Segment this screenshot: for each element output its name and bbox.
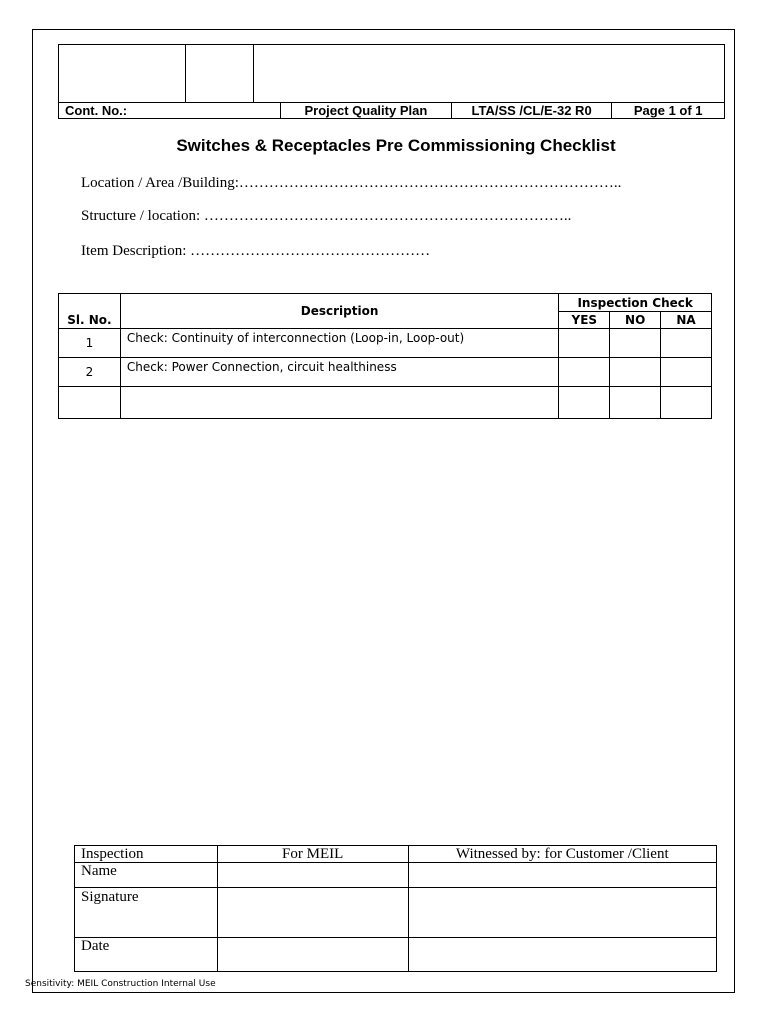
col-description: Description (120, 294, 559, 329)
col-inspection-check: Inspection Check (559, 294, 712, 312)
yes-checkbox-cell[interactable] (559, 387, 610, 419)
location-field: Location / Area /Building:………………………………………………………………….. (81, 175, 622, 191)
client-date-cell[interactable] (408, 938, 716, 972)
item-description-field: Item Description: ………………………………………… (81, 243, 431, 259)
meil-name-cell[interactable] (217, 863, 408, 888)
doc-code: LTA/SS /CL/E-32 R0 (451, 103, 612, 119)
row-date-label: Date (75, 938, 218, 972)
row-description: Check: Continuity of interconnection (Loop-in, Loop-out) (120, 329, 559, 358)
meil-date-cell[interactable] (217, 938, 408, 972)
row-description[interactable] (120, 387, 559, 419)
yes-checkbox-cell[interactable] (559, 329, 610, 358)
logo-cell-2 (185, 45, 254, 103)
col-inspection: Inspection (75, 846, 218, 863)
table-row (59, 329, 712, 358)
na-checkbox-cell[interactable] (661, 387, 712, 419)
meil-signature-cell[interactable] (217, 888, 408, 938)
page-label: Page 1 of 1 (612, 103, 725, 119)
document-header-table (58, 44, 725, 119)
cont-no-label: Cont. No.: (59, 103, 281, 119)
table-row-empty (59, 387, 712, 419)
logo-cell-1 (59, 45, 186, 103)
row-sl: 1 (59, 329, 121, 358)
row-sl: 2 (59, 358, 121, 387)
yes-checkbox-cell[interactable] (559, 358, 610, 387)
no-checkbox-cell[interactable] (610, 387, 661, 419)
client-signature-cell[interactable] (408, 888, 716, 938)
na-checkbox-cell[interactable] (661, 329, 712, 358)
row-signature-label: Signature (75, 888, 218, 938)
col-yes: YES (559, 312, 610, 329)
na-checkbox-cell[interactable] (661, 358, 712, 387)
row-name-label: Name (75, 863, 218, 888)
no-checkbox-cell[interactable] (610, 358, 661, 387)
plan-label: Project Quality Plan (280, 103, 451, 119)
col-na: NA (661, 312, 712, 329)
client-name-cell[interactable] (408, 863, 716, 888)
checklist-table (58, 293, 712, 419)
header-title-cell (254, 45, 725, 103)
sensitivity-footer: Sensitivity: MEIL Construction Internal Use (25, 979, 216, 989)
page-title: Switches & Receptacles Pre Commissioning Checklist (176, 136, 616, 155)
no-checkbox-cell[interactable] (610, 329, 661, 358)
col-for-meil: For MEIL (217, 846, 408, 863)
row-sl (59, 387, 121, 419)
col-no: NO (610, 312, 661, 329)
table-row (59, 358, 712, 387)
signoff-table (74, 845, 717, 972)
col-witnessed-by: Witnessed by: for Customer /Client (408, 846, 716, 863)
structure-field: Structure / location: ……………………………………………………………….. (81, 208, 572, 224)
row-description: Check: Power Connection, circuit healthiness (120, 358, 559, 387)
col-sl-no: Sl. No. (59, 294, 121, 329)
